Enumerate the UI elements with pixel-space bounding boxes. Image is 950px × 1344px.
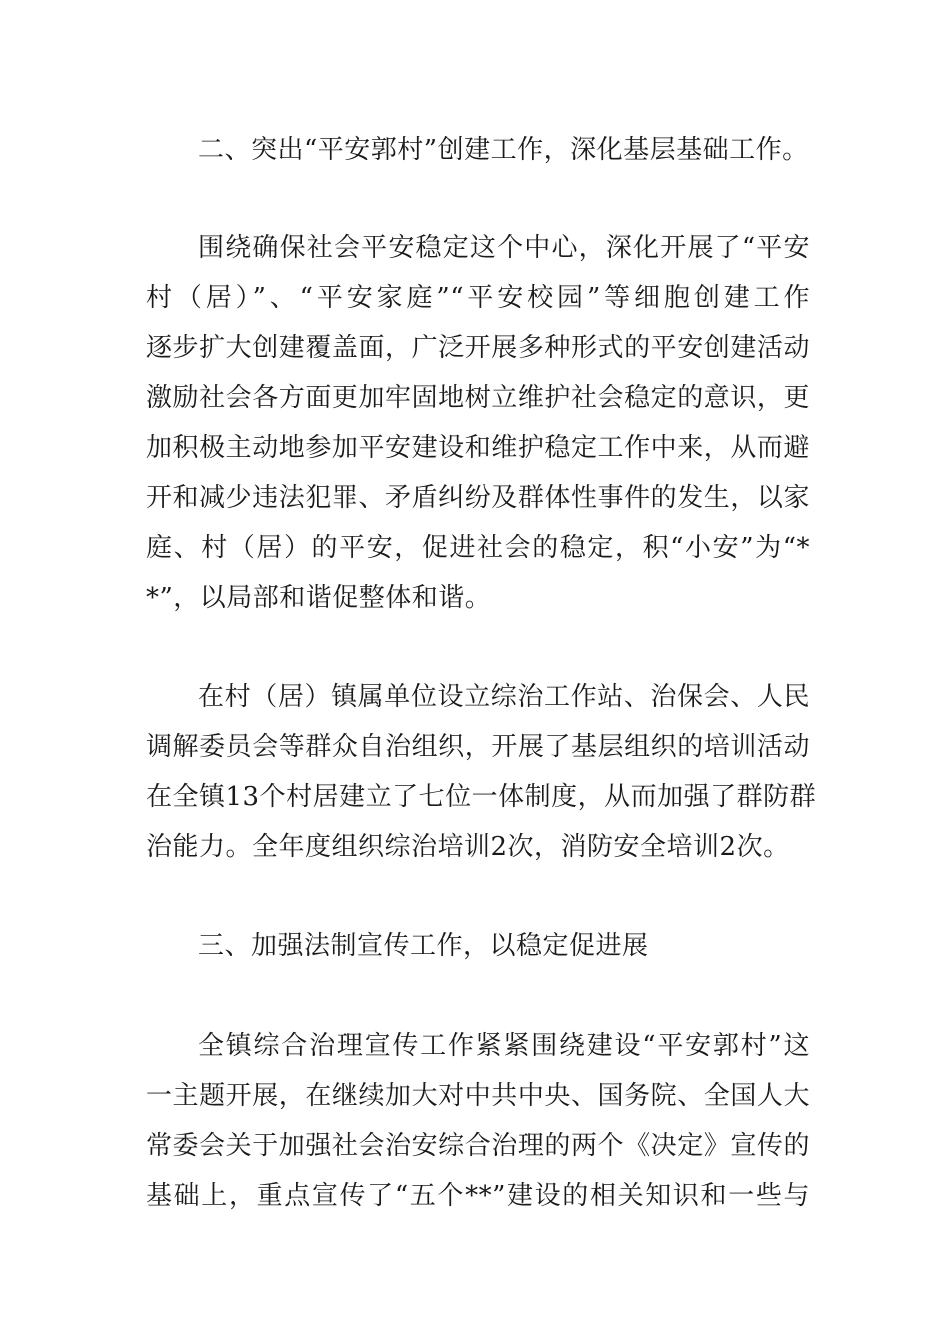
paragraph-line: 在全镇13个村居建立了七位一体制度，从而加强了群防群	[146, 782, 817, 812]
paragraph-line: 一主题开展，在继续加大对中共中央、国务院、全国人大	[146, 1081, 810, 1111]
paragraph-line: 全镇综合治理宣传工作紧紧围绕建设“平安郭村”这	[198, 1031, 810, 1061]
paragraph-line: 激励社会各方面更加牢固地树立维护社会稳定的意识，更	[146, 383, 810, 413]
paragraph-line: 基础上，重点宣传了“五个**”建设的相关知识和一些与	[146, 1181, 810, 1211]
paragraph-line: 开和减少违法犯罪、矛盾纠纷及群体性事件的发生，以家	[146, 483, 810, 513]
paragraph-line: 常委会关于加强社会治安综合治理的两个《决定》宣传的	[146, 1131, 810, 1161]
paragraph-line: 庭、村（居）的平安，促进社会的稳定，积“小安”为“*	[146, 533, 810, 563]
paragraph-line: 治能力。全年度组织综治培训2次，消防安全培训2次。	[146, 832, 790, 862]
paragraph-line: 在村（居）镇属单位设立综治工作站、治保会、人民	[198, 682, 810, 712]
paragraph-line: 村（居）”、“平安家庭”“平安校园”等细胞创建工作	[146, 283, 810, 313]
paragraph-line: *”，以局部和谐促整体和谐。	[146, 583, 492, 613]
paragraph-line: 逐步扩大创建覆盖面，广泛开展多种形式的平安创建活动	[146, 333, 810, 363]
paragraph-line: 围绕确保社会平安稳定这个中心，深化开展了“平安	[198, 233, 810, 263]
paragraph-line: 调解委员会等群众自治组织，开展了基层组织的培训活动	[146, 732, 810, 762]
section-heading-3: 三、加强法制宣传工作，以稳定促进展	[198, 931, 649, 961]
paragraph-line: 加积极主动地参加平安建设和维护稳定工作中来，从而避	[146, 433, 810, 463]
section-heading-2: 二、突出“平安郭村”创建工作，深化基层基础工作。	[198, 135, 809, 165]
